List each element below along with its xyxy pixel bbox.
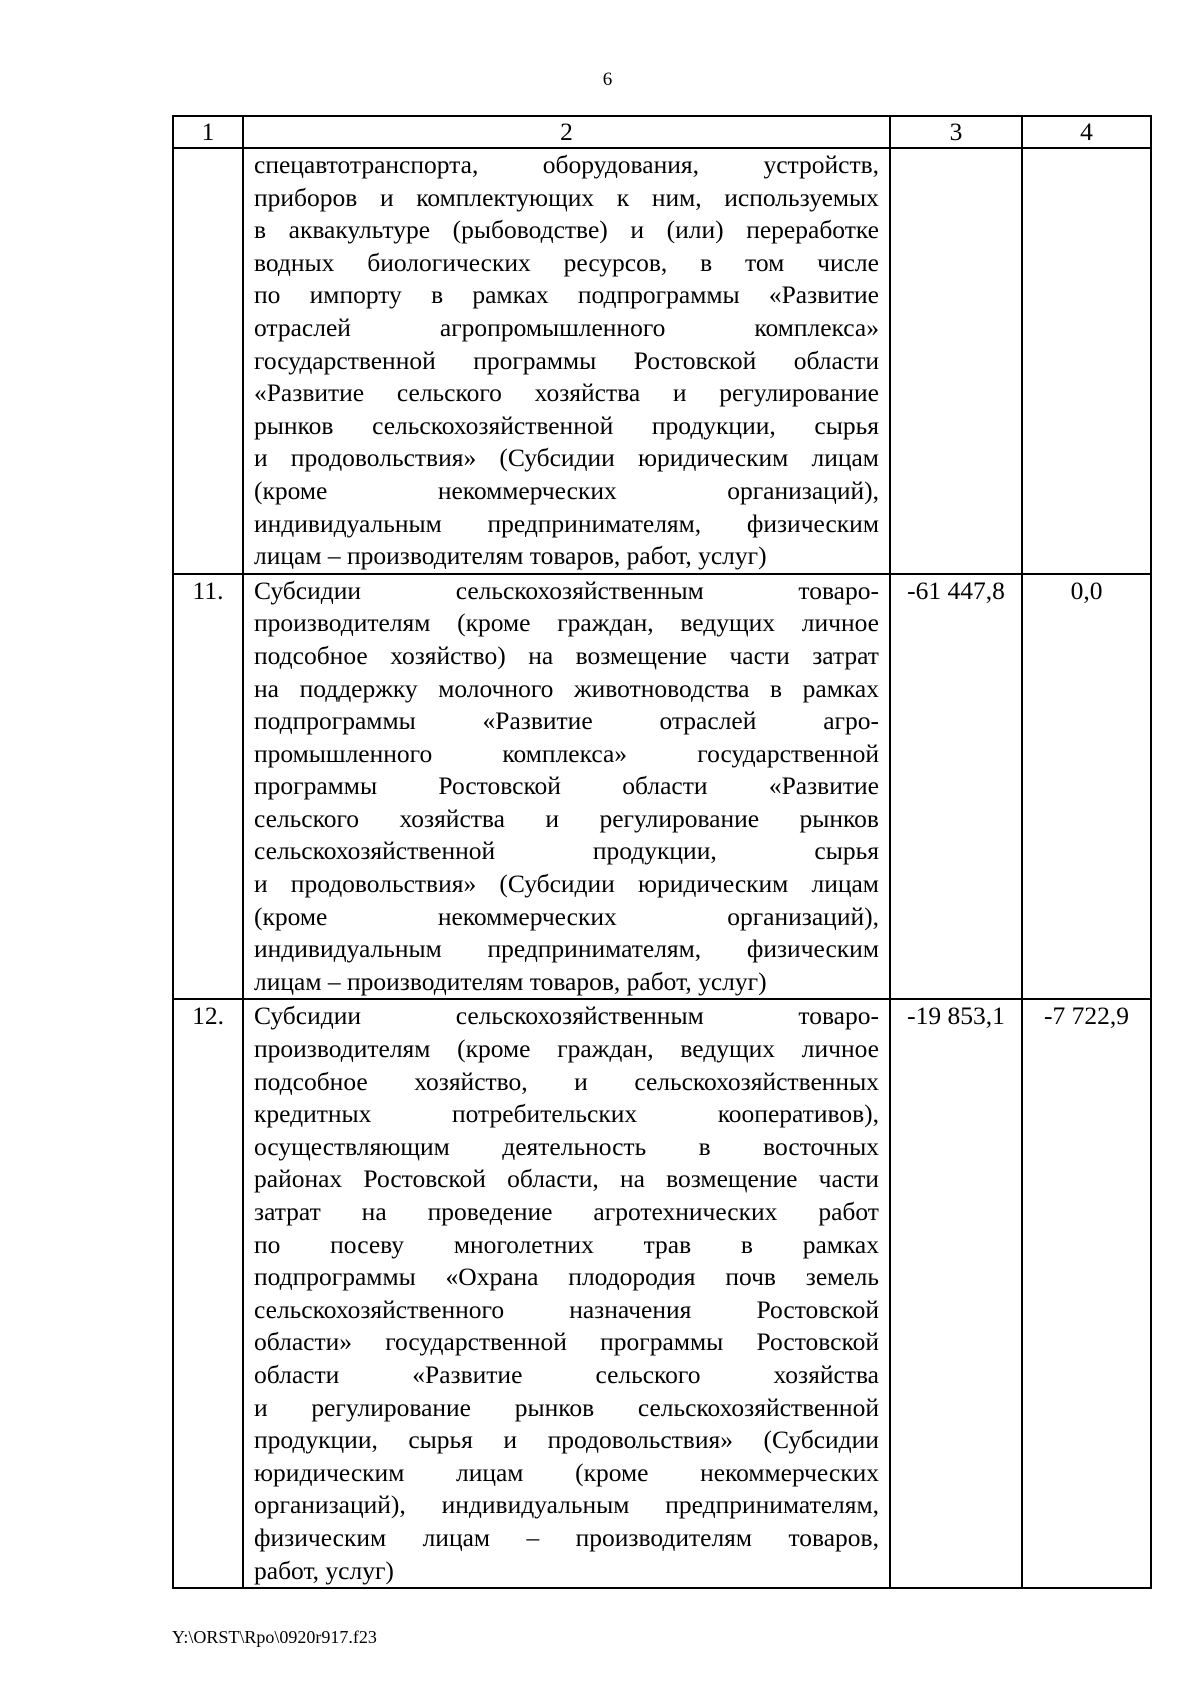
word: отраслей <box>659 706 757 736</box>
description-line: лицам – производителям товаров, работ, услуг) <box>254 966 767 996</box>
word: в <box>740 1229 753 1259</box>
description-line <box>254 508 879 541</box>
value-col-3: -61 447,8 <box>890 574 1022 1000</box>
description-line <box>254 575 879 608</box>
row-description <box>243 574 890 1000</box>
word: «Охрана <box>445 1262 539 1292</box>
word: индивидуальным <box>254 508 442 538</box>
word: рамках <box>802 673 879 703</box>
word: биологических <box>367 247 531 277</box>
description-line <box>254 705 879 738</box>
word: организаций), <box>727 475 879 505</box>
word: Субсидии <box>254 575 361 605</box>
word: и <box>379 182 394 212</box>
word: агропромышленного <box>439 312 666 342</box>
word: области, <box>507 1164 599 1194</box>
description-line <box>254 247 879 280</box>
description-line <box>254 738 879 771</box>
word: (или) <box>666 215 724 245</box>
value-col-4 <box>1022 148 1151 574</box>
word: индивидуальным <box>254 934 442 964</box>
word: кооперативов), <box>717 1099 879 1129</box>
word: (рыбоводстве) <box>452 215 608 245</box>
word: (кроме <box>254 475 328 505</box>
description-line <box>254 1098 879 1131</box>
word: регулирование <box>311 1392 472 1422</box>
word: спецавтотранспорта, <box>254 150 479 179</box>
word: и <box>545 803 560 833</box>
word: – <box>526 1522 540 1552</box>
word: подсобное <box>254 1066 368 1096</box>
word: некоммерческих <box>437 901 617 931</box>
word: комплектующих <box>416 182 595 212</box>
value-col-3: -19 853,1 <box>890 999 1022 1588</box>
word: поддержку <box>299 673 418 703</box>
description-line <box>254 770 879 803</box>
word: сельскохозяйственным <box>455 1001 704 1031</box>
description-line <box>254 442 879 475</box>
word: «Развитие <box>254 378 365 408</box>
word: производителям <box>254 608 431 638</box>
word: государственной <box>254 345 436 375</box>
description-line <box>254 1359 879 1392</box>
word: подсобное <box>254 640 368 670</box>
description-line <box>254 1033 879 1066</box>
description-line <box>254 345 879 378</box>
word: лицам <box>455 1457 524 1487</box>
description-line <box>254 1261 879 1294</box>
word: промышленного <box>254 738 433 768</box>
word: продовольствия» <box>290 443 477 473</box>
value-col-4: 0,0 <box>1022 574 1151 1000</box>
description-line <box>254 901 879 934</box>
word: области <box>793 345 879 375</box>
word: в <box>431 280 444 310</box>
word: предпринимателям, <box>487 934 702 964</box>
word: «Развитие <box>768 771 879 801</box>
description-line <box>254 640 879 673</box>
word: сельскохозяйственной <box>372 410 614 440</box>
word: продовольствия» <box>290 869 477 899</box>
description-line <box>254 1131 879 1164</box>
word: проведение <box>427 1197 553 1226</box>
word: (кроме <box>457 1034 531 1064</box>
word: рынков <box>514 1392 595 1422</box>
word: предпринимателям, <box>487 508 702 538</box>
word: потребительских <box>452 1099 638 1129</box>
word: «Развитие <box>768 280 879 310</box>
description-line <box>254 1522 879 1555</box>
description-line <box>254 1229 879 1262</box>
word: производителям <box>254 1034 431 1064</box>
table-row <box>173 574 1151 1000</box>
word: (Субсидии <box>499 869 615 899</box>
word: области» <box>254 1327 352 1357</box>
word: граждан, <box>557 1034 654 1064</box>
word: организаций), <box>727 901 879 931</box>
word: в <box>770 673 783 703</box>
word: хозяйства <box>534 378 641 408</box>
word: области <box>254 1359 340 1389</box>
word: комплекса» <box>502 738 628 768</box>
word: товаро- <box>798 575 879 605</box>
word: сырья <box>814 836 879 866</box>
word: (Субсидии <box>499 443 615 473</box>
word: том <box>745 247 785 277</box>
word: подпрограммы <box>254 706 416 736</box>
word: ним, <box>651 182 702 212</box>
description-line <box>254 475 879 508</box>
word: затрат <box>254 1197 321 1226</box>
word: восточных <box>763 1131 879 1161</box>
word: (кроме <box>254 901 328 931</box>
header-col-3: 3 <box>890 116 1022 148</box>
description-line <box>254 607 879 640</box>
word: (кроме <box>457 608 531 638</box>
word: используемых <box>724 182 879 212</box>
word: сельскохозяйственной <box>254 836 496 866</box>
word: работ <box>818 1197 879 1226</box>
word: лицам <box>422 1522 491 1552</box>
word: трав <box>643 1229 692 1259</box>
description-line <box>254 1000 879 1033</box>
word: юридическим <box>254 1457 405 1487</box>
word: ведущих <box>680 1034 776 1064</box>
description-line <box>254 1457 879 1490</box>
word: назначения <box>569 1294 692 1324</box>
description-line <box>254 1163 879 1196</box>
word: Ростовской <box>756 1294 879 1324</box>
description-line <box>254 410 879 443</box>
value-col-4: -7 722,9 <box>1022 999 1151 1588</box>
word: импорту <box>309 280 402 310</box>
word: деятельность <box>502 1131 647 1161</box>
word: части <box>818 1164 879 1194</box>
word: на <box>254 673 279 703</box>
description-line <box>254 673 879 706</box>
word: и <box>254 443 268 473</box>
word: программы <box>600 1327 724 1357</box>
word: на <box>528 640 554 670</box>
word: программы <box>254 771 378 801</box>
word: программы <box>473 345 597 375</box>
word: и <box>630 215 645 245</box>
word: комплекса» <box>754 312 879 342</box>
word: в <box>698 1131 711 1161</box>
word: посеву <box>330 1229 405 1259</box>
word: сырья <box>814 410 879 440</box>
word: рынков <box>799 803 879 833</box>
word: и <box>254 1392 268 1422</box>
word: сельского <box>396 378 502 408</box>
word: лицам <box>811 869 879 899</box>
word: земель <box>805 1262 879 1292</box>
word: многолетних <box>453 1229 594 1259</box>
word: сырья <box>408 1425 473 1455</box>
word: индивидуальным <box>441 1490 630 1520</box>
word: личное <box>801 1034 879 1064</box>
word: государственной <box>385 1327 567 1357</box>
word: граждан, <box>557 608 654 638</box>
word: затрат <box>812 640 879 670</box>
word: по <box>254 280 281 310</box>
word: Субсидии <box>254 1001 361 1031</box>
word: Ростовской <box>633 345 757 375</box>
word: переработке <box>746 215 879 245</box>
description-line: работ, услуг) <box>254 1555 394 1585</box>
description-line <box>254 933 879 966</box>
word: хозяйство) <box>390 640 506 670</box>
word: лицам <box>811 443 879 473</box>
description-line <box>254 377 879 410</box>
word: районах <box>254 1164 343 1194</box>
word: возмещение <box>666 1164 798 1194</box>
word: к <box>616 182 630 212</box>
word: юридическим <box>637 869 789 899</box>
word: на <box>619 1164 645 1194</box>
word: отраслей <box>254 312 351 342</box>
row-description <box>243 999 890 1588</box>
row-number: 12. <box>173 999 243 1588</box>
description-line <box>254 1326 879 1359</box>
value-col-3 <box>890 148 1022 574</box>
table-row <box>173 999 1151 1588</box>
word: части <box>729 640 790 670</box>
budget-table <box>172 115 1152 1589</box>
word: ведущих <box>680 608 776 638</box>
word: агро- <box>823 706 879 736</box>
table-header-row <box>173 116 1151 148</box>
word: юридическим <box>637 443 789 473</box>
word: сельскохозяйственных <box>634 1066 879 1096</box>
row-number: 11. <box>173 574 243 1000</box>
word: продовольствия» <box>547 1425 733 1455</box>
word: устройств, <box>763 150 879 179</box>
word: агротехнических <box>593 1197 778 1226</box>
word: рамках <box>802 1229 879 1259</box>
word: и <box>672 378 687 408</box>
word: возмещение <box>575 640 707 670</box>
word: животноводства <box>574 673 750 703</box>
word: производителям <box>575 1522 753 1552</box>
word: почв <box>725 1262 776 1292</box>
word: «Развитие <box>482 706 593 736</box>
word: Ростовской <box>363 1164 486 1194</box>
word: товаро- <box>798 1001 879 1031</box>
word: по <box>254 1229 281 1259</box>
word: предпринимателям, <box>665 1490 879 1520</box>
row-number <box>173 148 243 574</box>
word: продукции, <box>592 836 717 866</box>
table-row <box>173 148 1151 574</box>
word: (Субсидии <box>763 1425 879 1455</box>
word: некоммерческих <box>700 1457 879 1487</box>
word: осуществляющим <box>254 1131 450 1161</box>
header-col-4: 4 <box>1022 116 1151 148</box>
word: подпрограммы <box>254 1262 416 1292</box>
word: подпрограммы <box>577 280 740 310</box>
word: физическим <box>746 934 879 964</box>
word: приборов <box>254 182 358 212</box>
word: личное <box>801 608 879 638</box>
word: Ростовской <box>438 771 561 801</box>
word: числе <box>817 247 879 277</box>
word: сельскохозяйственного <box>254 1294 505 1324</box>
word: «Развитие <box>412 1359 523 1389</box>
description-line <box>254 214 879 247</box>
description-line <box>254 1196 879 1229</box>
word: продукции, <box>651 410 776 440</box>
word: товаров, <box>788 1522 879 1552</box>
file-path-footer: Y:\ORST\Rpo\0920r917.f23 <box>172 1627 377 1647</box>
word: хозяйство, <box>414 1066 528 1096</box>
description-line <box>254 182 879 215</box>
word: рынков <box>254 410 334 440</box>
page-number: 6 <box>602 69 613 90</box>
description-line <box>254 1424 879 1457</box>
word: продукции, <box>254 1425 378 1455</box>
description-line <box>254 835 879 868</box>
word: водных <box>254 247 335 277</box>
word: физическим <box>254 1522 387 1552</box>
word: регулирование <box>599 803 760 833</box>
description-line <box>254 803 879 836</box>
word: хозяйства <box>399 803 505 833</box>
word: ресурсов, <box>563 247 668 277</box>
description-line <box>254 312 879 345</box>
word: регулирование <box>719 378 879 408</box>
word: и <box>254 869 268 899</box>
word: Ростовской <box>756 1327 879 1357</box>
description-line <box>254 279 879 312</box>
header-col-1: 1 <box>173 116 243 148</box>
word: аквакультуре <box>288 215 431 245</box>
word: некоммерческих <box>437 475 617 505</box>
description-line <box>254 1294 879 1327</box>
word: организаций), <box>254 1490 406 1520</box>
row-description <box>243 148 890 574</box>
word: и <box>574 1066 588 1096</box>
description-line <box>254 868 879 901</box>
header-col-2: 2 <box>243 116 890 148</box>
word: сельского <box>595 1359 701 1389</box>
word: рамках <box>472 280 549 310</box>
word: в <box>700 247 713 277</box>
word: государственной <box>697 738 879 768</box>
word: области <box>622 771 708 801</box>
word: сельскохозяйственной <box>637 1392 879 1422</box>
word: молочного <box>438 673 554 703</box>
word: сельскохозяйственным <box>455 575 704 605</box>
description-line: лицам – производителям товаров, работ, услуг) <box>254 541 767 571</box>
word: сельского <box>254 803 360 833</box>
word: и <box>503 1425 518 1455</box>
word: кредитных <box>254 1099 372 1129</box>
description-line <box>254 1489 879 1522</box>
word: оборудования, <box>542 150 699 179</box>
word: в <box>254 215 267 245</box>
word: хозяйства <box>773 1359 879 1389</box>
description-line <box>254 1392 879 1425</box>
word: плодородия <box>568 1262 696 1292</box>
word: (кроме <box>575 1457 649 1487</box>
word: физическим <box>746 508 879 538</box>
description-line <box>254 1066 879 1099</box>
description-line <box>254 149 879 182</box>
word: на <box>361 1197 387 1226</box>
